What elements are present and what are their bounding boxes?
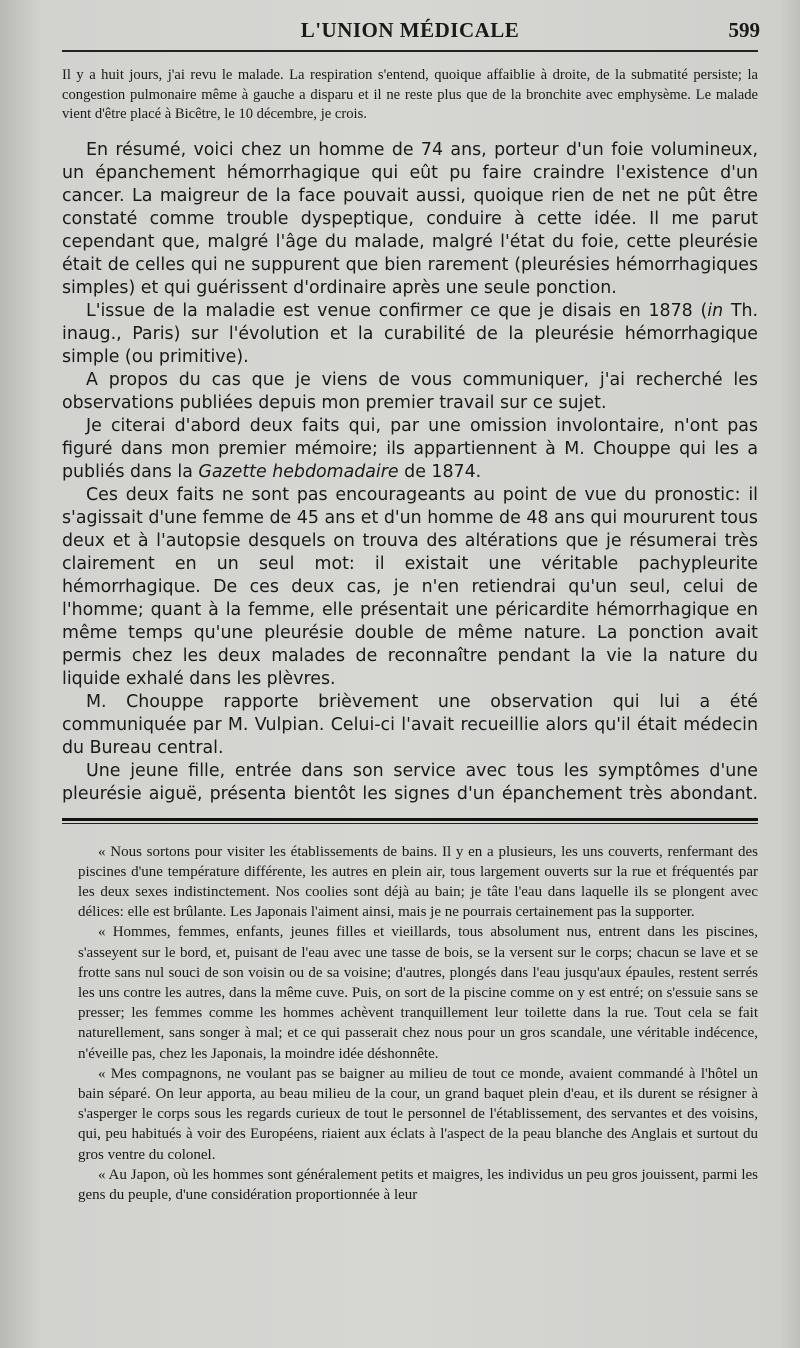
paragraph-propos: A propos du cas que je viens de vous communiquer, j'ai recherché les observations publiées depuis mon premier travail sur ce sujet. [62,369,758,413]
paragraph-issue-text-2: Th. inaug., Paris) sur l'évolution et la curabilité de la pleurésie hémorrhagique simple (ou primitive). [62,300,758,367]
main-body [62,139,758,806]
footnote-separator [62,814,758,828]
footnote-paragraph-compagnons: « Mes compagnons, ne voulant pas se baigner au milieu de tout ce monde, avaient commandé à l'hôtel un bain séparé. On leur apporta, au beau milieu de la cour, un grand baquet plein d'eau, et ils durent se résigner à s'asperger le corps sous les regards curieux de tout le personnel de l'établissement, des servantes et des voisins, qui, peu habitués à voir des Européens, riaient aux éclats à l'aspect de la peau blanche des Anglais et surtout du gros ventre du colonel. [78,1065,758,1163]
running-head [62,0,758,58]
paragraph-jeune-fille: Une jeune fille, entrée dans son service avec tous les symptômes d'une pleurésie aiguë, présenta bientôt les signes d'un épanchement très abondant. [62,760,758,804]
paragraph-issue [62,300,758,369]
header-rule [62,50,758,52]
paragraph-issue-text-1: L'issue de la maladie est venue confirmer ce que je disais en 1878 ( [86,300,708,321]
paragraph-citerai-text-2: de 1874. [398,461,482,482]
journal-title: L'UNION MÉDICALE [300,18,520,42]
intro-paragraph [62,66,758,125]
paragraph-deux-faits: Ces deux faits ne sont pas encourageants au point de vue du pronostic: il s'agissait d'une femme de 45 ans et d'un homme de 48 ans qui moururent tous deux et à l'autopsie desquels on trouva des altérations que je résumerai très clairement en un seul mot: il existait une véritable pachypleurite hémorrhagique. De ces deux cas, je n'en retiendrai qu'un seul, celui de l'homme; quant à la femme, elle présentait une péricardite hémorrhagique en même temps qu'une pleurésie double de même nature. La ponction avait permis chez les deux malades de reconnaître pendant la vie la nature du liquide exhalé dans les plèvres. [62,484,758,689]
footnote-paragraph-bains: « Nous sortons pour visiter les établissements de bains. Il y en a plusieurs, les uns couverts, renfermant des piscines d'une température différente, les autres en plein air, tous largement ouverts sur la rue et fréquentés par les deux sexes indistinctement. Nos coolies sont déjà au bain; je tâte l'eau dans laquelle ils se plongent avec délices: elle est brûlante. Les Japonais l'aiment ainsi, mais je ne pourrais certainement pas la supporter. [78,843,758,921]
footnote-block [62,842,758,1206]
paragraph-chouppe: M. Chouppe rapporte brièvement une observation qui lui a été communiquée par M. Vulpian. Celui-ci l'avait recueillie alors qu'il était médecin du Bureau central. [62,691,758,758]
page-number: 599 [728,18,760,42]
paragraph-citerai-text-1: Je citerai d'abord deux faits qui, par une omission involontaire, n'ont pas figuré dans mon premier mémoire; ils appartiennent à M. Chouppe qui les a publiés dans la [62,415,758,482]
separator-thick-rule [62,818,758,821]
paragraph-resume: En résumé, voici chez un homme de 74 ans, porteur d'un foie volumineux, un épanchement hémorrhagique qui eût pu faire craindre l'existence d'un cancer. La maigreur de la face pouvait aussi, quoique rien de net ne pût être constaté comme trouble dyspeptique, conduire à cette idée. Il me parut cependant que, malgré l'âge du malade, malgré l'état du foie, cette pleurésie était de celles qui ne suppurent que bien rarement (pleurésies hémorrhagiques simples) et qui guérissent d'ordinaire après une seule ponction. [62,139,758,298]
paragraph-citerai [62,415,758,484]
paragraph-issue-italic: in [707,300,724,321]
intro-text: Il y a huit jours, j'ai revu le malade. La respiration s'entend, quoique affaiblie à droite, de la submatité persiste; la congestion pulmonaire même à gauche a disparu et il ne reste plus que de la bronchite avec emphysème. Le malade vient d'être placé à Bicêtre, le 10 décembre, je crois. [62,67,758,122]
separator-thin-rule [62,823,758,824]
footnote-paragraph-hommes: « Hommes, femmes, enfants, jeunes filles et vieillards, tous absolument nus, entrent dans les piscines, s'asseyent sur le bord, et, puisant de l'eau avec une tasse de bois, se la versent sur le corps; chacun se lave et se frotte sans nul souci de son voisin ou de sa voisine; d'autres, plongés dans l'eau jusqu'aux épaules, restent serrés les uns contre les autres, dans la même cuve. Puis, on sort de la piscine comme on y est entré; on s'essuie sans se presser; les femmes comme les hommes achèvent tranquillement leur toilette dans la rue. Tout cela se fait naturellement, sans songer à mal; et ce qui passerait chez nous pour un gros scandale, une véritable indécence, n'éveille pas, chez les Japonais, la moindre idée déshonnête. [78,924,758,1062]
paragraph-citerai-italic: Gazette hebdomadaire [198,461,399,482]
footnote-paragraph-japon: « Au Japon, où les hommes sont généralement petits et maigres, les individus un peu gros jouissent, parmi les gens du peuple, d'une considération proportionnée à leur [78,1166,758,1203]
